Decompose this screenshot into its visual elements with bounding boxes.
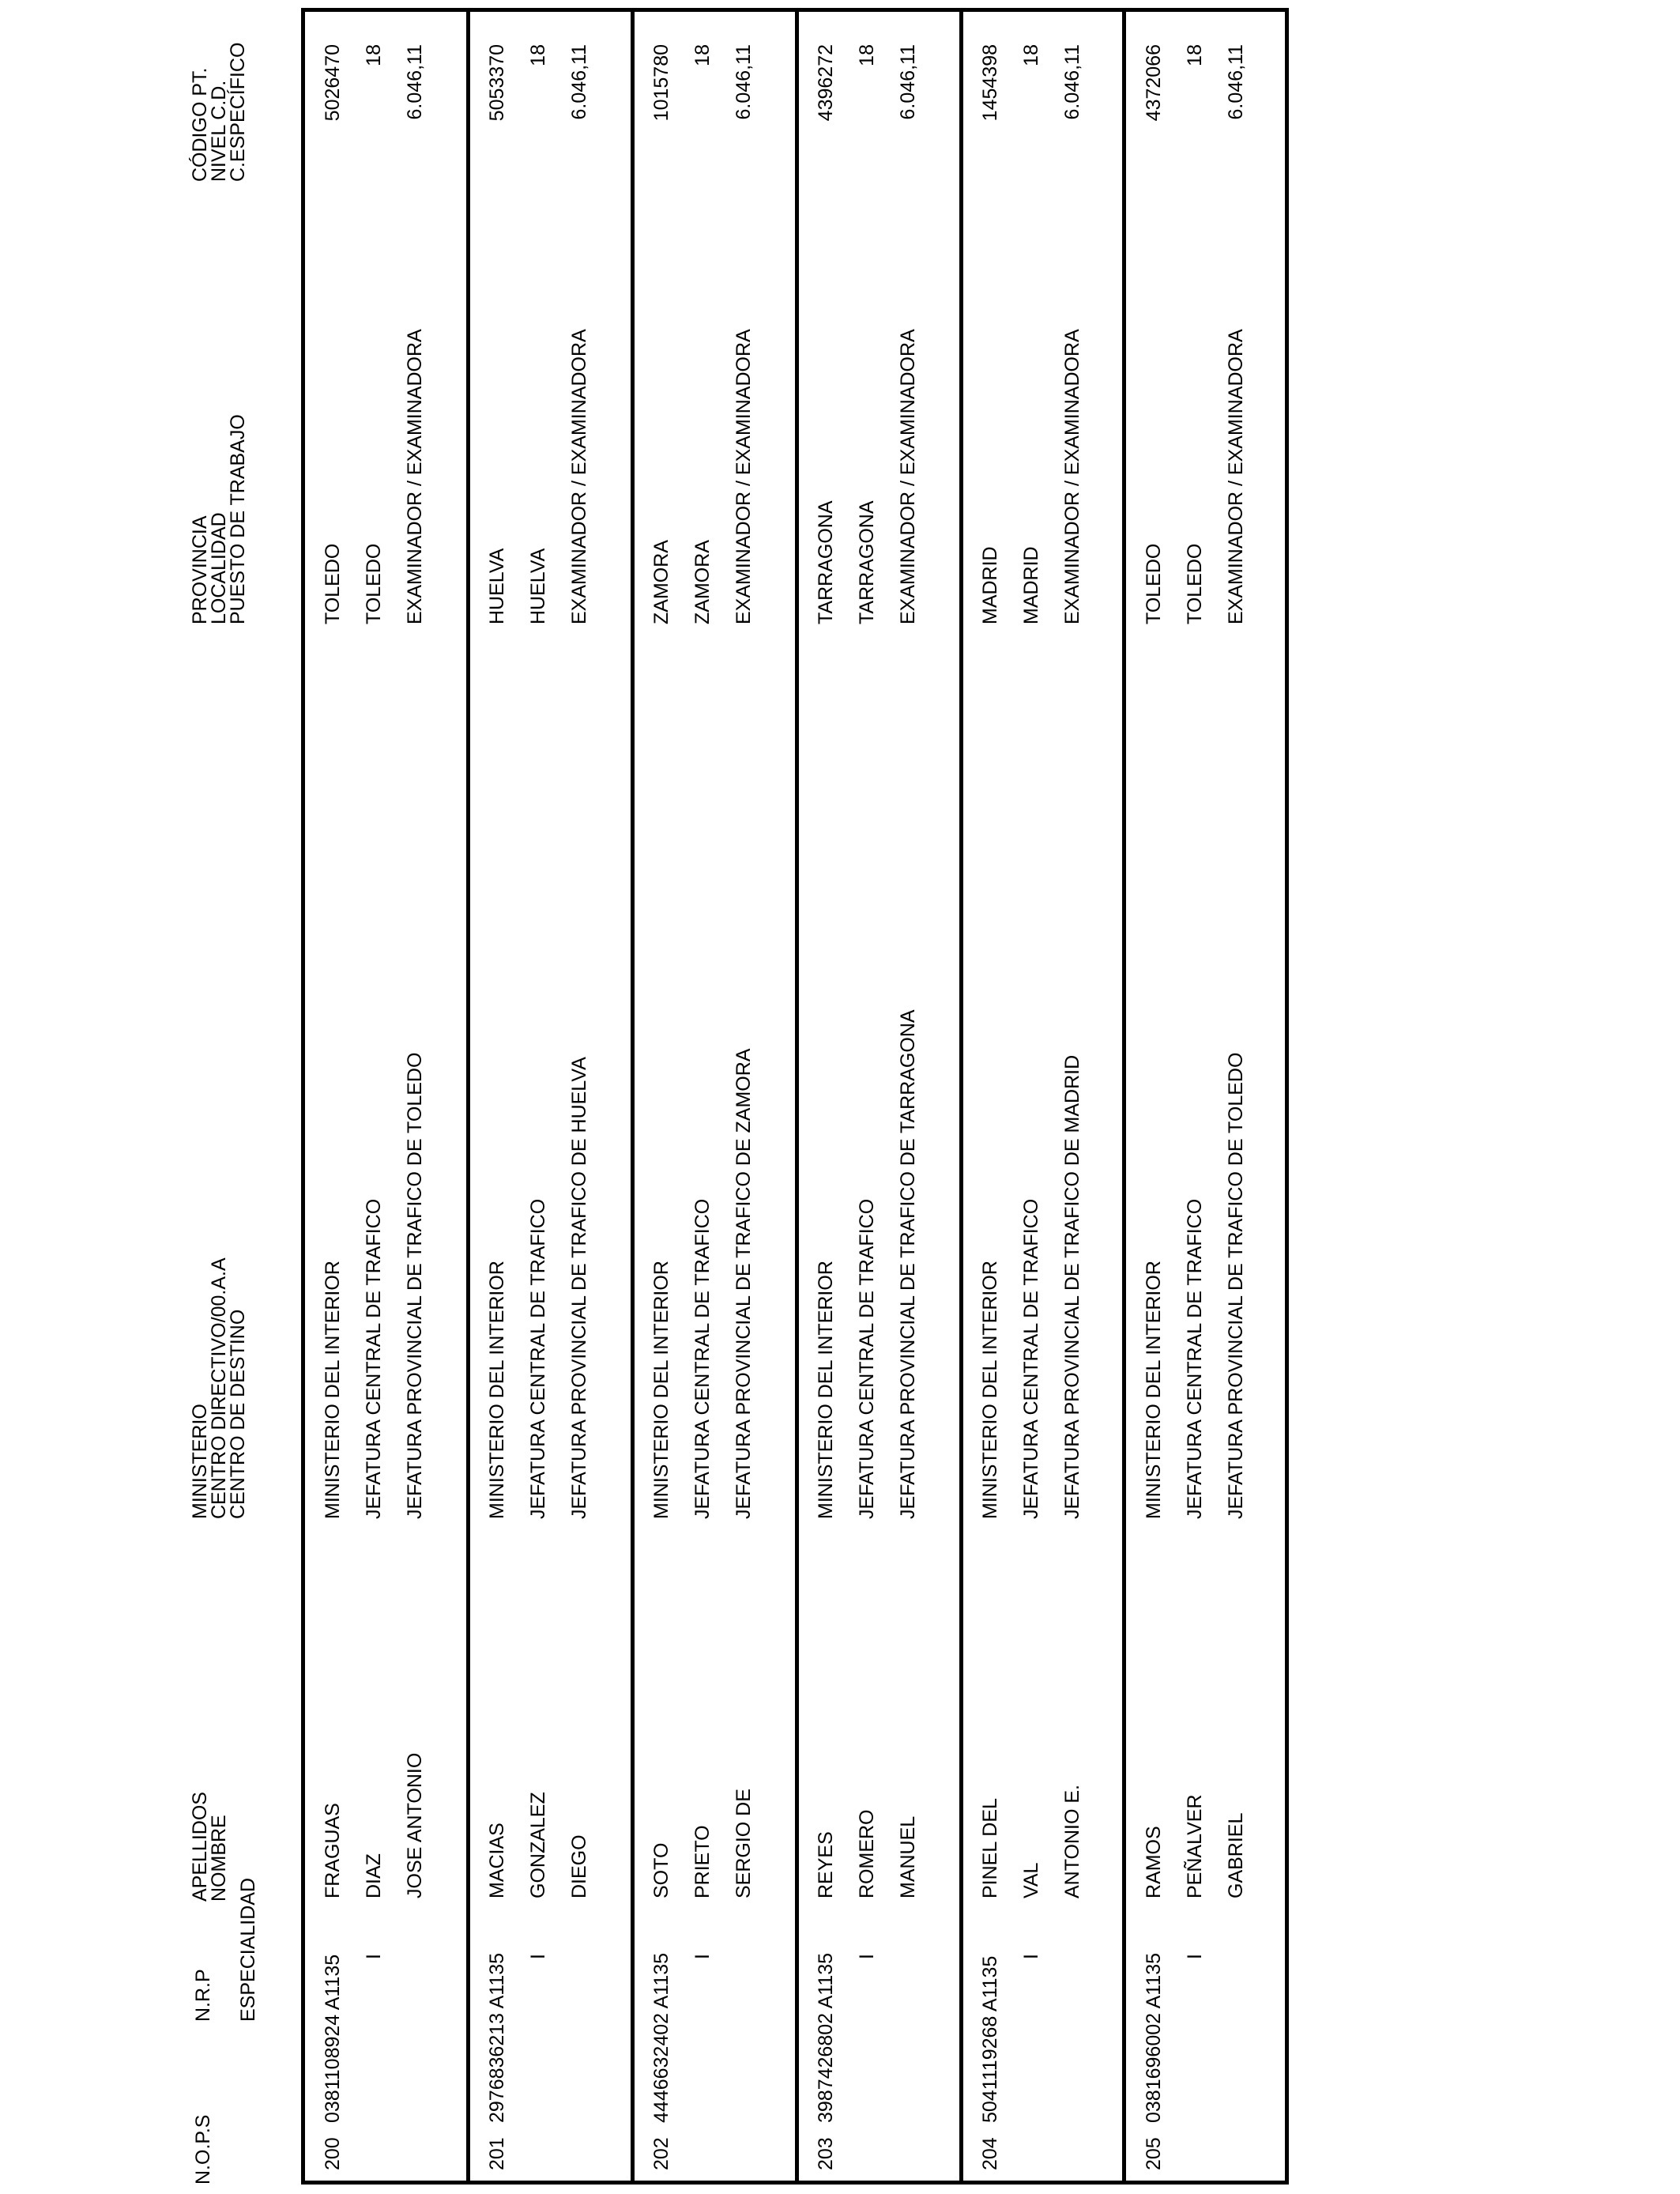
apellido1-cell: RAMOS bbox=[1143, 1826, 1165, 1898]
localidad-cell: TOLEDO bbox=[1184, 543, 1206, 624]
centro-directivo-cell: JEFATURA CENTRAL DE TRAFICO bbox=[527, 1198, 549, 1519]
centro-directivo-cell: JEFATURA CENTRAL DE TRAFICO bbox=[856, 1198, 878, 1519]
apellido2-cell: ROMERO bbox=[856, 1809, 878, 1898]
nivel-cell: 18 bbox=[1020, 44, 1042, 66]
nops-cell: 202 bbox=[650, 2137, 672, 2170]
nivel-cell: 18 bbox=[856, 44, 878, 66]
especifico-cell: 6.046,11 bbox=[568, 44, 590, 120]
header-apellidos: APELLIDOS bbox=[189, 1792, 211, 1902]
centro-destino-cell: JEFATURA PROVINCIAL DE TRAFICO DE TOLEDO bbox=[1225, 1052, 1247, 1519]
row-divider bbox=[1122, 8, 1126, 2185]
centro-destino-cell: JEFATURA PROVINCIAL DE TRAFICO DE MADRID bbox=[1061, 1054, 1083, 1519]
nrp-cell: 3987426802 A1135 bbox=[815, 1952, 837, 2123]
apellido2-cell: GONZALEZ bbox=[527, 1792, 549, 1898]
nombre-cell: ANTONIO E. bbox=[1061, 1784, 1083, 1898]
codigo-cell: 1015780 bbox=[650, 44, 672, 122]
nombre-cell: JOSE ANTONIO bbox=[404, 1752, 426, 1898]
header-especifico: C.ESPECÍFICO bbox=[227, 42, 249, 182]
row-divider bbox=[631, 8, 635, 2185]
centro-destino-cell: JEFATURA PROVINCIAL DE TRAFICO DE TARRAGONA bbox=[897, 1009, 919, 1519]
nombre-cell: DIEGO bbox=[568, 1834, 590, 1898]
especialidad-cell: I bbox=[691, 1954, 714, 1959]
nrp-cell: 2976836213 A1135 bbox=[486, 1952, 508, 2123]
nops-cell: 205 bbox=[1143, 2137, 1165, 2170]
apellido1-cell: FRAGUAS bbox=[322, 1803, 344, 1898]
header-provincia: PROVINCIA bbox=[189, 515, 211, 624]
provincia-cell: TOLEDO bbox=[322, 543, 344, 624]
row-divider bbox=[959, 8, 963, 2185]
ministerio-cell: MINISTERIO DEL INTERIOR bbox=[815, 1261, 837, 1519]
apellido1-cell: REYES bbox=[815, 1831, 837, 1898]
apellido1-cell: PINEL DEL bbox=[979, 1798, 1001, 1898]
header-localidad: LOCALIDAD bbox=[208, 512, 230, 624]
centro-directivo-cell: JEFATURA CENTRAL DE TRAFICO bbox=[691, 1198, 714, 1519]
nivel-cell: 18 bbox=[1184, 44, 1206, 66]
puesto-cell: EXAMINADOR / EXAMINADORA bbox=[1061, 329, 1083, 624]
centro-destino-cell: JEFATURA PROVINCIAL DE TRAFICO DE TOLEDO bbox=[404, 1052, 426, 1519]
nops-cell: 200 bbox=[322, 2137, 344, 2170]
puesto-cell: EXAMINADOR / EXAMINADORA bbox=[1225, 329, 1247, 624]
centro-directivo-cell: JEFATURA CENTRAL DE TRAFICO bbox=[1184, 1198, 1206, 1519]
nivel-cell: 18 bbox=[527, 44, 549, 66]
centro-directivo-cell: JEFATURA CENTRAL DE TRAFICO bbox=[363, 1198, 385, 1519]
centro-directivo-cell: JEFATURA CENTRAL DE TRAFICO bbox=[1020, 1198, 1042, 1519]
row-divider bbox=[466, 8, 470, 2185]
apellido1-cell: MACIAS bbox=[486, 1823, 508, 1898]
nrp-cell: 0381108924 A1135 bbox=[322, 1954, 344, 2123]
localidad-cell: TARRAGONA bbox=[856, 500, 878, 624]
nops-cell: 203 bbox=[815, 2137, 837, 2170]
nombre-cell: GABRIEL bbox=[1225, 1812, 1247, 1898]
centro-destino-cell: JEFATURA PROVINCIAL DE TRAFICO DE HUELVA bbox=[568, 1057, 590, 1519]
especifico-cell: 6.046,11 bbox=[404, 44, 426, 120]
nivel-cell: 18 bbox=[363, 44, 385, 66]
header-ministerio: MINISTERIO bbox=[189, 1404, 211, 1519]
header-centro-destino: CENTRO DE DESTINO bbox=[227, 1309, 249, 1519]
row-divider bbox=[795, 8, 799, 2185]
provincia-cell: ZAMORA bbox=[650, 540, 672, 624]
puesto-cell: EXAMINADOR / EXAMINADORA bbox=[897, 329, 919, 624]
nrp-cell: 0381696002 A1135 bbox=[1143, 1952, 1165, 2123]
especifico-cell: 6.046,11 bbox=[1061, 44, 1083, 120]
provincia-cell: TOLEDO bbox=[1143, 543, 1165, 624]
codigo-cell: 5026470 bbox=[322, 44, 344, 122]
nrp-cell: 5041119268 A1135 bbox=[979, 1955, 1001, 2123]
nops-cell: 201 bbox=[486, 2137, 508, 2170]
centro-destino-cell: JEFATURA PROVINCIAL DE TRAFICO DE ZAMORA bbox=[733, 1048, 755, 1519]
apellido2-cell: PRIETO bbox=[691, 1825, 714, 1898]
nivel-cell: 18 bbox=[691, 44, 714, 66]
provincia-cell: HUELVA bbox=[486, 548, 508, 624]
header-centro-directivo: CENTRO DIRECTIVO/00.A.A bbox=[208, 1257, 230, 1519]
codigo-cell: 4372066 bbox=[1143, 44, 1165, 122]
apellido2-cell: DIAZ bbox=[363, 1853, 385, 1898]
provincia-cell: MADRID bbox=[979, 546, 1001, 624]
nombre-cell: SERGIO DE bbox=[733, 1789, 755, 1898]
header-nivel: NIVEL C.D. bbox=[208, 80, 230, 182]
nops-cell: 204 bbox=[979, 2137, 1001, 2170]
localidad-cell: ZAMORA bbox=[691, 540, 714, 624]
apellido1-cell: SOTO bbox=[650, 1842, 672, 1898]
apellido2-cell: PEÑALVER bbox=[1184, 1794, 1206, 1898]
nrp-cell: 4446632402 A1135 bbox=[650, 1952, 672, 2123]
ministerio-cell: MINISTERIO DEL INTERIOR bbox=[322, 1261, 344, 1519]
nombre-cell: MANUEL bbox=[897, 1815, 919, 1898]
especialidad-cell: I bbox=[856, 1954, 878, 1959]
codigo-cell: 4396272 bbox=[815, 44, 837, 122]
ministerio-cell: MINISTERIO DEL INTERIOR bbox=[486, 1261, 508, 1519]
especifico-cell: 6.046,11 bbox=[897, 44, 919, 120]
header-nrp: N.R.P bbox=[192, 1969, 214, 2022]
ministerio-cell: MINISTERIO DEL INTERIOR bbox=[650, 1261, 672, 1519]
especifico-cell: 6.046,11 bbox=[733, 44, 755, 120]
puesto-cell: EXAMINADOR / EXAMINADORA bbox=[404, 329, 426, 624]
especialidad-cell: I bbox=[1020, 1954, 1042, 1959]
header-codigo: CÓDIGO PT. bbox=[189, 67, 211, 182]
ministerio-cell: MINISTERIO DEL INTERIOR bbox=[1143, 1261, 1165, 1519]
header-puesto: PUESTO DE TRABAJO bbox=[227, 414, 249, 624]
localidad-cell: HUELVA bbox=[527, 548, 549, 624]
ministerio-cell: MINISTERIO DEL INTERIOR bbox=[979, 1261, 1001, 1519]
codigo-cell: 1454398 bbox=[979, 44, 1001, 122]
provincia-cell: TARRAGONA bbox=[815, 500, 837, 624]
apellido2-cell: VAL bbox=[1020, 1862, 1042, 1898]
especialidad-cell: I bbox=[527, 1954, 549, 1959]
puesto-cell: EXAMINADOR / EXAMINADORA bbox=[733, 329, 755, 624]
header-especialidad: ESPECIALIDAD bbox=[237, 1877, 259, 2022]
especialidad-cell: I bbox=[363, 1954, 385, 1959]
puesto-cell: EXAMINADOR / EXAMINADORA bbox=[568, 329, 590, 624]
especialidad-cell: I bbox=[1184, 1954, 1206, 1959]
especifico-cell: 6.046,11 bbox=[1225, 44, 1247, 120]
codigo-cell: 5053370 bbox=[486, 44, 508, 122]
localidad-cell: TOLEDO bbox=[363, 543, 385, 624]
header-nombre: NOMBRE bbox=[208, 1815, 230, 1902]
header-nops: N.O.P.S bbox=[192, 2114, 214, 2185]
localidad-cell: MADRID bbox=[1020, 546, 1042, 624]
